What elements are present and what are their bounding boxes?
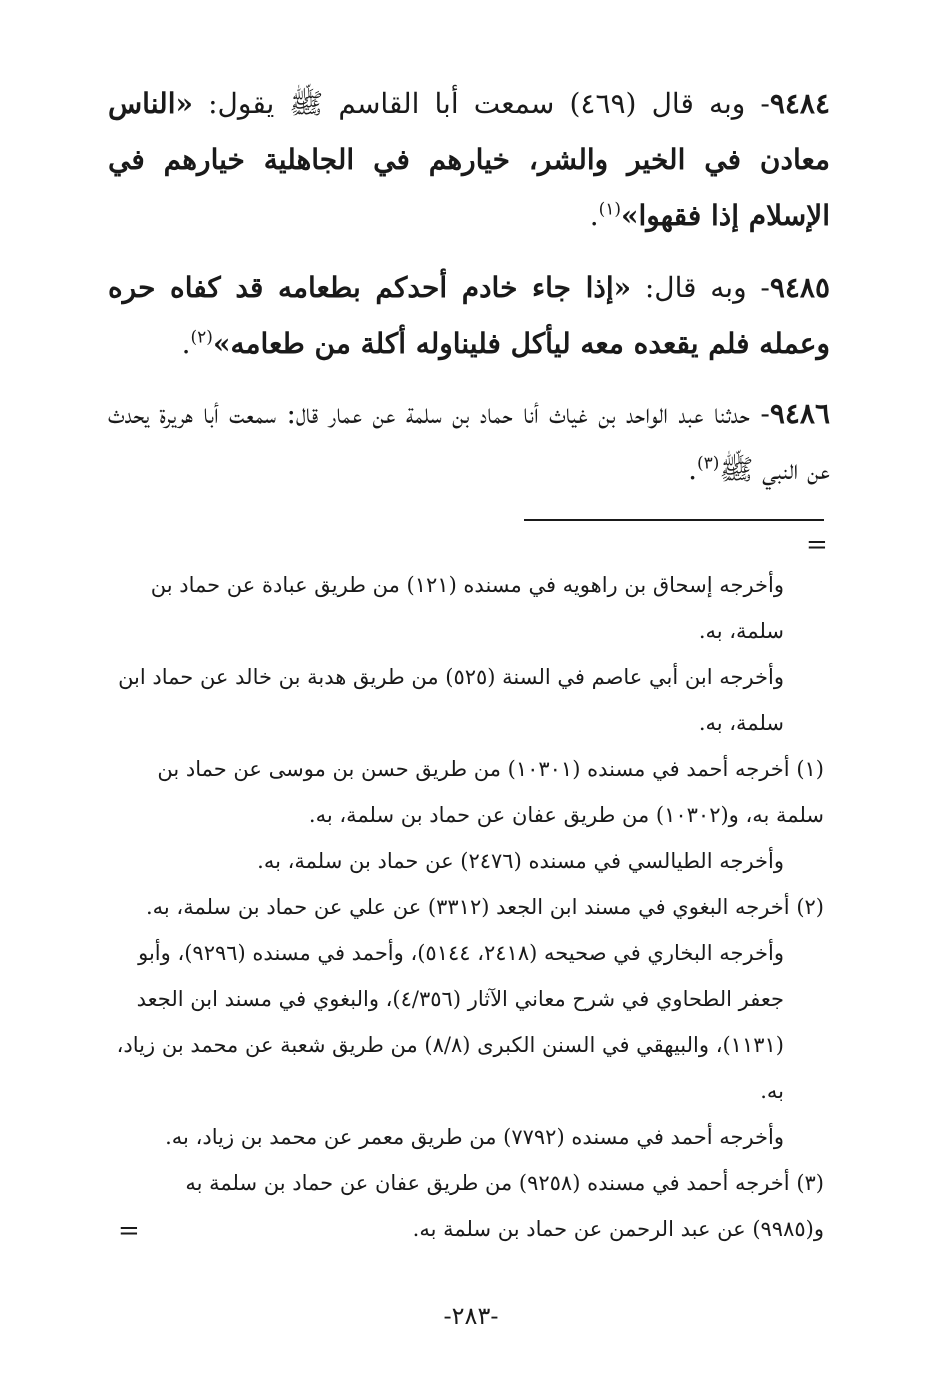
footnote-ref: (٣) [697,453,720,474]
footnote-marker: (١) [796,757,824,781]
footnote-1-more: وأخرجه الطيالسي في مسنده (٢٤٧٦) عن حماد بن سلمة، به. [257,849,784,873]
footnote-2 [108,884,824,930]
continuation-mark-top: = [806,530,828,560]
footnote-continued-2: وأخرجه ابن أبي عاصم في السنة (٥٢٥) من طريق هدبة بن خالد عن حماد ابن سلمة، به. [118,665,784,735]
footnote-marker: (٢) [796,895,824,919]
footnote-2-more-1: وأخرجه البخاري في صحيحه (٢٤١٨، ٥١٤٤)، وأحمد في مسنده (٩٢٩٦)، وأبو جعفر الطحاوي في شرح معاني الآثار (٤/٣٥٦)، والبغوي في مسند ابن الجعد (١١٣١)، والبيهقي في السنن الكبرى (٨/٨) من طريق شعبة عن محمد بن زياد، به. [116,941,784,1103]
footnote-ref: (٢) [190,327,213,348]
footnote-text: أخرجه أحمد في مسنده (٩٢٥٨) من طريق عفان عن حماد بن سلمة به و(٩٩٨٥) عن عبد الرحمن عن حماد بن سلمة به. [185,1171,824,1241]
hadith-9485 [108,260,830,372]
hadith-end: . [589,199,599,232]
footnote-ref: (١) [598,199,622,220]
footnote-text: أخرجه البغوي في مسند ابن الجعد (٣٣١٢) عن علي عن حماد بن سلمة، به. [145,895,790,919]
hadith-end: . [688,453,698,486]
footnote-2-more-2: وأخرجه أحمد في مسنده (٧٧٩٢) من طريق معمر عن محمد بن زياد، به. [165,1125,784,1149]
hadith-intro: - وبه قال: [631,271,770,304]
footnote-continued-1: وأخرجه إسحاق بن راهويه في مسنده (١٢١) من طريق عبادة عن حماد بن سلمة، به. [150,573,784,643]
hadith-9484 [108,76,830,244]
footnote-marker: (٣) [796,1171,824,1195]
hadith-matn: «الناس معادن في الخير والشر، خيارهم في الجاهلية خيارهم في الإسلام إذا فقهوا» [108,87,830,232]
hadith-end: . [181,327,191,360]
hadith-intro: - وبه قال (٤٦٩) سمعت أبا القاسم ﷺ يقول: [192,87,770,120]
hadith-number: ٩٤٨٦ [769,397,830,430]
footnote-1 [108,746,824,838]
hadith-matn: «إذا جاء خادم أحدكم بطعامه قد كفاه حره وعمله فلم يقعده معه ليأكل فليناوله أكلة من طعامه» [108,271,830,360]
footnote-separator [524,519,824,521]
footnote-3 [108,1160,824,1252]
continuation-mark-bottom: = [118,1216,140,1246]
hadith-9486 [108,386,830,498]
footnotes [108,562,824,1252]
page-number: -٢٨٣- [443,1302,499,1330]
hadith-number: ٩٤٨٤ [769,87,830,120]
footnote-text: أخرجه أحمد في مسنده (١٠٣٠١) من طريق حسن بن موسى عن حماد بن سلمة به، و(١٠٣٠٢) من طريق عفان عن حماد بن سلمة، به. [157,757,824,827]
hadith-intro: - حدثنا عبد الواحد بن غياث أنا حماد بن سلمة عن عمار قال: سمعت أبا هريرة يحدث عن النبي ﷺ [108,397,830,486]
hadith-number: ٩٤٨٥ [769,271,830,304]
